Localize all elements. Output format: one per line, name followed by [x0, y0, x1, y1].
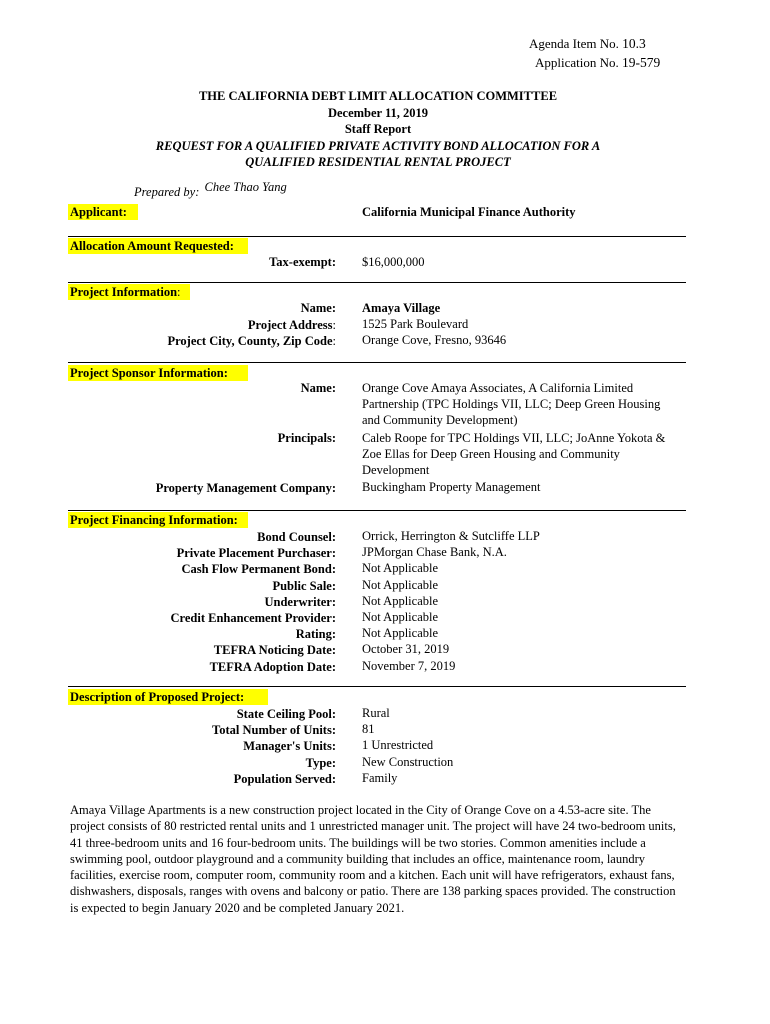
bond-counsel-label: Bond Counsel: — [257, 530, 336, 544]
divider — [68, 510, 686, 511]
application-number — [535, 55, 660, 71]
report-subject-line2: QUALIFIED RESIDENTIAL RENTAL PROJECT — [245, 155, 511, 169]
total-units-label: Total Number of Units: — [212, 723, 336, 738]
prepared-by — [134, 180, 287, 200]
private-placement-purchaser-value: JPMorgan Chase Bank, N.A. — [362, 545, 507, 560]
project-name-value: Amaya Village — [362, 301, 441, 315]
description-heading: Description of Proposed Project: — [68, 689, 268, 705]
credit-enhancement-provider-label: Credit Enhancement Provider: — [170, 611, 336, 625]
tax-exempt-label: Tax-exempt: — [269, 255, 336, 269]
sponsor-name-value: Orange Cove Amaya Associates, A California Limited Partnership (TPC Holdings VII, LLC; Deep Green Housing and Community Development) — [362, 381, 661, 428]
tax-exempt-value: $16,000,000 — [362, 255, 425, 269]
cash-flow-permanent-bond-value: Not Applicable — [362, 561, 439, 576]
divider — [68, 362, 686, 363]
state-ceiling-pool-value: Rural — [362, 706, 390, 720]
principals-value: Caleb Roope for TPC Holdings VII, LLC; JoAnne Yokota & Zoe Ellas for Deep Green Housing and Community Development — [362, 431, 666, 478]
applicant-heading: Applicant: — [68, 204, 138, 220]
public-sale-value: Not Applicable — [362, 577, 439, 592]
population-served-value: Family — [362, 770, 398, 785]
allocation-heading: Allocation Amount Requested: — [68, 238, 248, 254]
type-value: New Construction — [362, 754, 454, 769]
sponsor-name-label: Name: — [300, 381, 336, 395]
prepared-by-label: Prepared by: — [134, 185, 200, 199]
report-type: Staff Report — [344, 122, 412, 136]
sponsor-heading: Project Sponsor Information: — [68, 365, 248, 381]
project-name-label: Name: — [300, 301, 336, 315]
project-description-paragraph: Amaya Village Apartments is a new construction project located in the City of Orange Cove on a 4.53-acre site. The project consists of 80 restricted rental units and 1 unrestricted manager unit. The project will have 24 two-bedroom units, 41 three-bedroom units and 16 four-bedroom units. The buildings will be two stories. Common amenities include a swimming pool, outdoor playground and a community building that includes an office, maintenance room, laundry facilities, exercise room, computer room, community room and a kitchen. Each unit will have refrigerators, exhaust fans, dishwashers, disposals, ranges with ovens and balcony or patio. There are 138 parking spaces provided. The construction is expected to begin January 2020 and be completed January 2021. — [70, 803, 676, 915]
total-units-value: 81 — [362, 722, 375, 737]
divider — [68, 282, 686, 283]
bond-counsel-value: Orrick, Herrington & Sutcliffe LLP — [362, 529, 540, 543]
cash-flow-permanent-bond-label: Cash Flow Permanent Bond: — [181, 562, 336, 577]
public-sale-label: Public Sale: — [272, 578, 336, 593]
committee-name: THE CALIFORNIA DEBT LIMIT ALLOCATION COMMITTEE — [198, 89, 558, 103]
report-title — [70, 88, 686, 171]
population-served-label: Population Served: — [233, 771, 336, 786]
applicant-value: California Municipal Finance Authority — [362, 205, 576, 219]
state-ceiling-pool-label: State Ceiling Pool: — [236, 707, 336, 721]
agenda-item-label: Agenda Item No. — [529, 36, 619, 51]
managers-units-label: Manager's Units: — [243, 739, 336, 754]
tefra-adoption-date-value: November 7, 2019 — [362, 658, 456, 673]
report-subject-line1: REQUEST FOR A QUALIFIED PRIVATE ACTIVITY BOND ALLOCATION FOR A — [155, 138, 601, 153]
application-value: 19-579 — [622, 55, 661, 70]
project-address-label: Project Address: — [247, 318, 336, 332]
tefra-noticing-date-value: October 31, 2019 — [362, 642, 450, 657]
agenda-item-number: 10.3 — [622, 36, 646, 51]
property-management-value: Buckingham Property Management — [362, 480, 541, 494]
rating-value: Not Applicable — [362, 626, 439, 641]
project-city-value: Orange Cove, Fresno, 93646 — [362, 333, 507, 347]
agenda-item — [529, 36, 646, 52]
divider — [68, 236, 686, 237]
property-management-label: Property Management Company: — [155, 481, 336, 495]
divider — [68, 686, 686, 687]
principals-label: Principals: — [277, 431, 336, 445]
application-label: Application No. — [535, 55, 619, 70]
tefra-adoption-date-label: TEFRA Adoption Date: — [209, 659, 336, 674]
private-placement-purchaser-label: Private Placement Purchaser: — [176, 546, 336, 561]
project-info-heading: Project Information: — [68, 284, 190, 300]
project-city-label: Project City, County, Zip Code: — [167, 334, 336, 348]
underwriter-value: Not Applicable — [362, 593, 439, 608]
underwriter-label: Underwriter: — [264, 594, 336, 609]
tefra-noticing-date-label: TEFRA Noticing Date: — [213, 643, 336, 658]
report-date: December 11, 2019 — [327, 105, 429, 120]
preparer-name: Chee Thao Yang — [204, 180, 287, 194]
financing-heading: Project Financing Information: — [68, 512, 248, 528]
managers-units-value: 1 Unrestricted — [362, 738, 434, 753]
rating-label: Rating: — [295, 627, 336, 642]
project-address-value: 1525 Park Boulevard — [362, 317, 469, 331]
credit-enhancement-provider-value: Not Applicable — [362, 610, 439, 624]
type-label: Type: — [305, 755, 336, 770]
